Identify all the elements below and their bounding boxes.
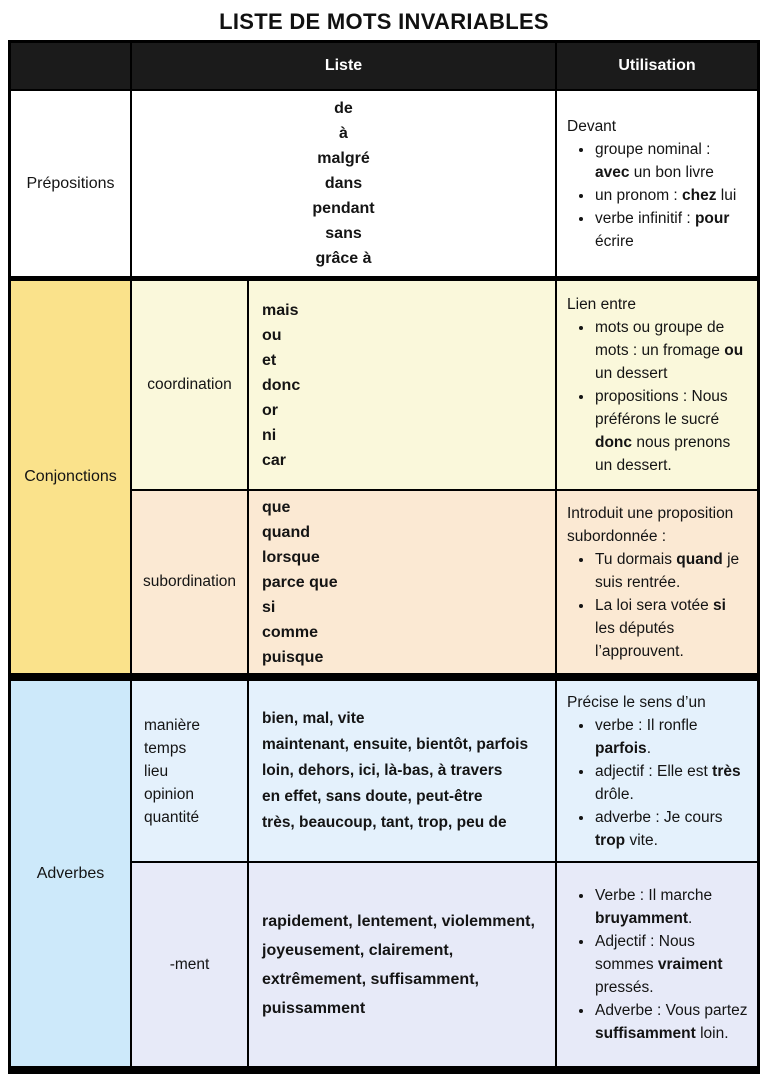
liste-word: et [262, 351, 277, 369]
liste-line: loin, dehors, ici, là-bas, à travers [262, 762, 503, 779]
ment-word-list [249, 863, 555, 1066]
adverb-word-list [249, 681, 555, 861]
utilisation-intro: Lien entre [567, 296, 636, 313]
utilisation-point: • verbe infinitif : pour écrire [594, 207, 749, 253]
utilisation-point: • groupe nominal : avec un bon livre [594, 138, 749, 184]
section-conjonctions [11, 281, 757, 673]
liste-word: si [262, 598, 276, 616]
subcategory-label-ment: -ment [132, 863, 247, 1066]
liste-word: car [262, 451, 287, 469]
coordination-word-list [249, 281, 555, 489]
utilisation-point: • verbe : Il ronfle parfois. [594, 714, 749, 760]
utilisation-point: • adjectif : Elle est très drôle. [594, 760, 749, 806]
subordination-word-list [249, 491, 555, 673]
category-label-adverbes: Adverbes [11, 681, 130, 1066]
category-label-conjonctions: Conjonctions [11, 281, 130, 673]
subcategory-label-coordination: coordination [132, 281, 247, 489]
liste-word: ou [262, 326, 282, 344]
adverb-type-label: opinion [144, 785, 194, 803]
header-utilisation: Utilisation [557, 43, 757, 89]
utilisation-point: • Adjectif : Nous sommes vraiment pressés. [594, 930, 749, 999]
adverb-types-utilisation [557, 681, 757, 861]
invariable-words-table [8, 40, 760, 1074]
adverb-type-label: manière [144, 716, 200, 734]
utilisation-bullet-list [567, 714, 749, 852]
liste-line: en effet, sans doute, peut-être [262, 788, 483, 805]
section-adverbes [11, 681, 757, 1066]
liste-word: puisque [262, 648, 324, 666]
utilisation-intro: Introduit une proposition subordonnée : [567, 504, 734, 545]
liste-word: donc [262, 376, 301, 394]
liste-word: dans [324, 175, 363, 192]
liste-word: or [262, 401, 278, 419]
category-label-prepositions: Prépositions [11, 91, 130, 276]
table-header-row [11, 43, 757, 89]
liste-line: maintenant, ensuite, bientôt, parfois [262, 736, 529, 753]
liste-word: mais [262, 301, 299, 319]
adverb-type-label: quantité [144, 808, 200, 826]
liste-line: bien, mal, vite [262, 710, 365, 727]
utilisation-point: • un pronom : chez lui [594, 184, 749, 207]
page-title: LISTE DE MOTS INVARIABLES [219, 9, 549, 34]
liste-word: malgré [317, 150, 370, 167]
liste-word: quand [262, 523, 310, 541]
utilisation-bullet-list [567, 316, 749, 477]
liste-word: de [334, 100, 353, 117]
utilisation-point: • mots ou groupe de mots : un fromage ou un dessert [594, 316, 749, 385]
utilisation-bullet-list [567, 548, 749, 663]
subcategory-label-subordination: subordination [132, 491, 247, 673]
utilisation-point: • adverbe : Je cours trop vite. [594, 806, 749, 852]
liste-word: ni [262, 426, 277, 444]
utilisation-point: • propositions : Nous préférons le sucré donc nous prenons un dessert. [594, 385, 749, 477]
adverb-type-label: lieu [144, 762, 169, 780]
header-liste: Liste [132, 43, 555, 89]
ment-word-paragraph: rapidement, lentement, violemment, joyeusement, clairement, extrêmement, suffisamment, puissamment [262, 912, 535, 1017]
utilisation-point: • Adverbe : Vous partez suffisamment loin. [594, 999, 749, 1045]
utilisation-bullet-list [567, 884, 749, 1045]
utilisation-intro: Devant [567, 117, 617, 135]
row-prepositions [11, 91, 757, 276]
adverb-type-labels [132, 681, 247, 861]
liste-line: très, beaucoup, tant, trop, peu de [262, 814, 507, 831]
liste-word: sans [325, 225, 362, 242]
utilisation-intro: Précise le sens d’un [567, 693, 706, 711]
worksheet-page [0, 9, 768, 1074]
header-corner-cell [11, 43, 130, 89]
prepositions-word-list [132, 91, 555, 276]
liste-word: lorsque [262, 548, 320, 566]
adverb-type-label: temps [144, 739, 187, 757]
prepositions-utilisation [557, 91, 757, 276]
subordination-utilisation [557, 491, 757, 673]
utilisation-point: • Tu dormais quand je suis rentrée. [594, 548, 749, 594]
liste-word: parce que [262, 573, 338, 591]
utilisation-bullet-list [567, 138, 749, 253]
utilisation-point: • Verbe : Il marche bruyamment. [594, 884, 749, 930]
liste-word: que [262, 498, 291, 516]
coordination-utilisation [557, 281, 757, 489]
liste-word: pendant [312, 200, 375, 217]
liste-word: comme [262, 623, 319, 641]
utilisation-point: • La loi sera votée si les députés l’approuvent. [594, 594, 749, 663]
liste-word: grâce à [315, 250, 372, 267]
ment-utilisation [557, 863, 757, 1066]
liste-word: à [339, 125, 348, 142]
